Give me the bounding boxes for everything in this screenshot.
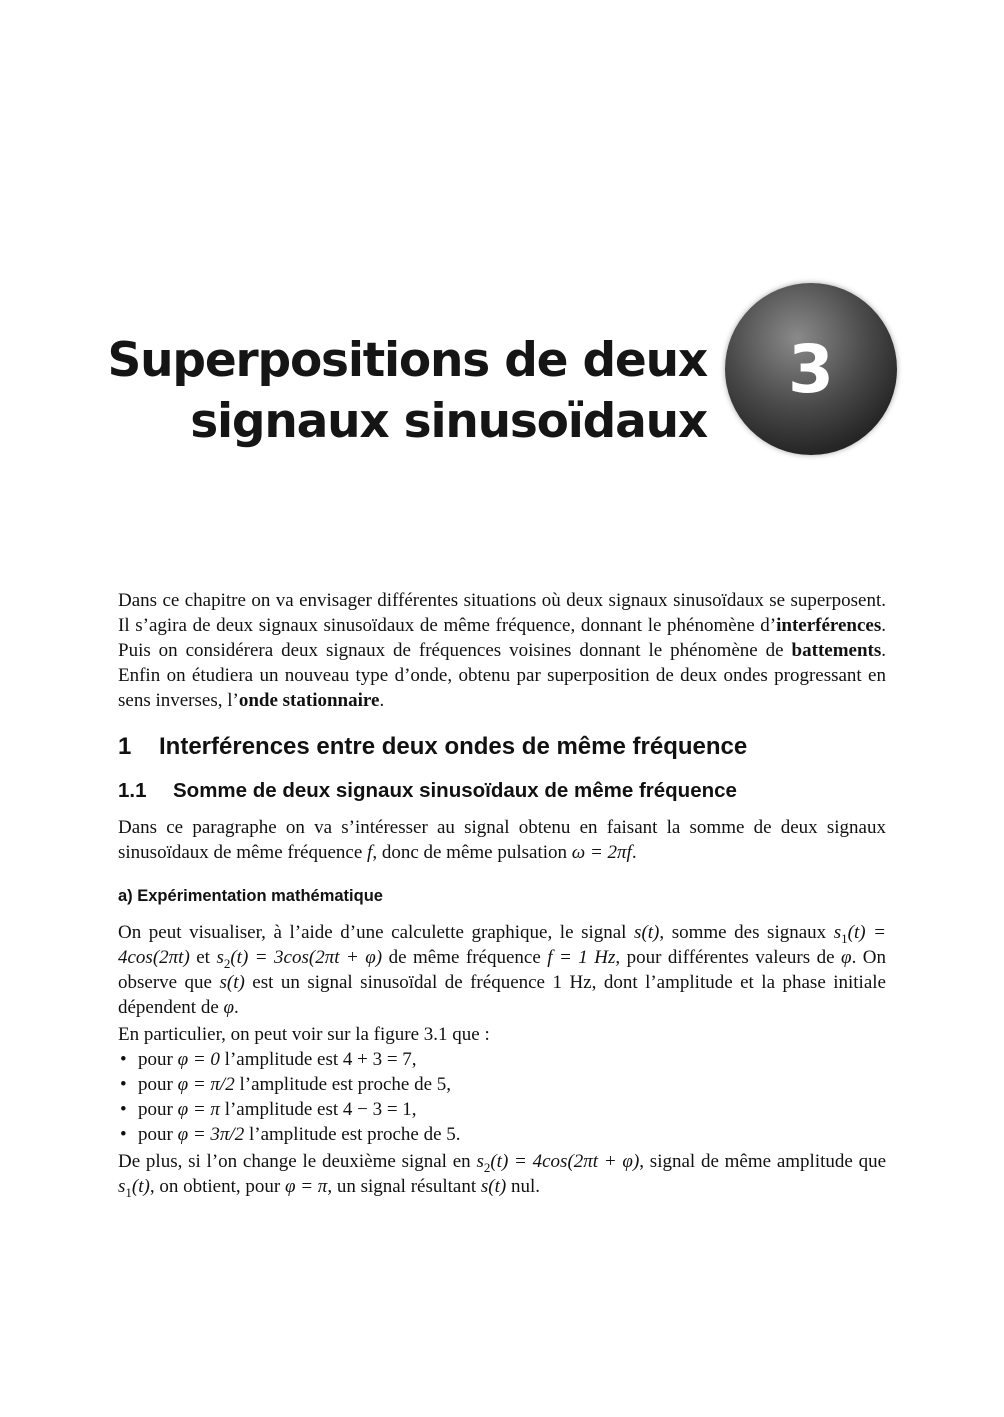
text: pour xyxy=(138,1074,178,1095)
section-1-number: 1 xyxy=(118,733,132,760)
text: De plus, si l’on change le deuxième signal en xyxy=(118,1151,477,1172)
text: , pour différentes valeurs de xyxy=(615,947,842,968)
chapter-title-line-2: signaux sinusoïdaux xyxy=(190,394,707,450)
math-phi-value: φ = 3π/2 xyxy=(177,1124,245,1145)
math-phi: φ xyxy=(841,947,852,968)
text: , on obtient, pour xyxy=(149,1176,285,1197)
text: , somme des signaux xyxy=(659,922,834,943)
text: l’amplitude est proche de 5, xyxy=(234,1074,452,1095)
text: pour xyxy=(138,1124,178,1145)
subsection-a-paragraph-2: En particulier, on peut voir sur la figure 3.1 que : xyxy=(118,1024,490,1045)
term-onde-stationnaire: onde stationnaire xyxy=(238,690,380,711)
text: pour xyxy=(138,1099,178,1120)
math-s1-expression: (t) xyxy=(131,1176,150,1197)
intro-text-1: Dans ce chapitre on va envisager différentes situations où deux signaux sinusoïdaux se superposent. Il s’agira de deux signaux sinusoïdaux de même fréquence, donnant le phénomène d’ xyxy=(118,590,886,636)
math-frequency: f = 1 Hz xyxy=(547,947,616,968)
list-item xyxy=(118,1122,886,1147)
intro-text-3: . Enfin on étudiera un nouveau type d’onde, obtenu par superposition de deux ondes progressant en sens inverses, l’ xyxy=(118,640,886,711)
subsection-a-paragraph-3 xyxy=(118,1149,886,1199)
text: . xyxy=(631,842,637,863)
term-interferences: interférences xyxy=(776,615,882,636)
amplitude-list xyxy=(118,1047,886,1147)
subsection-a-paragraph-1 xyxy=(118,920,886,1020)
text: l’amplitude est proche de 5. xyxy=(244,1124,461,1145)
section-1-1-number: 1.1 xyxy=(118,779,147,802)
math-subscript: 1 xyxy=(841,930,848,946)
chapter-number: 3 xyxy=(788,330,834,408)
math-s2-expression: (t) = 3cos(2πt + φ) xyxy=(230,947,383,968)
intro-text-2: . Puis on considérera deux signaux de fréquences voisines donnant le phénomène de xyxy=(118,615,886,661)
math-s-t: s(t) xyxy=(480,1176,507,1197)
intro-paragraph xyxy=(118,588,886,713)
list-item xyxy=(118,1072,886,1097)
subsection-a-heading: a) Expérimentation mathématique xyxy=(118,887,383,905)
math-phi-value: φ = π xyxy=(177,1099,220,1120)
section-1-title: Interférences entre deux ondes de même fréquence xyxy=(159,733,748,760)
text: est un signal sinusoïdal de fréquence 1 Hz, dont l’amplitude et la phase initiale dépendent de xyxy=(118,972,886,1018)
text: . xyxy=(234,997,239,1018)
text: l’amplitude est 4 − 3 = 1, xyxy=(219,1099,417,1120)
text: Dans ce paragraphe on va s’intéresser au signal obtenu en faisant la somme de deux signaux sinusoïdaux de même fréquence xyxy=(118,817,886,863)
math-phi-value: φ = π/2 xyxy=(177,1074,235,1095)
page-content xyxy=(118,588,886,1199)
text: , donc de même pulsation xyxy=(372,842,572,863)
section-1-1-paragraph xyxy=(118,815,886,865)
math-phi-value: φ = π xyxy=(284,1176,328,1197)
math-s-t: s(t) xyxy=(634,922,660,943)
text: nul. xyxy=(506,1176,540,1197)
math-f: f xyxy=(367,842,373,863)
intro-text-4: . xyxy=(379,690,385,711)
math-s2: s xyxy=(216,947,224,968)
chapter-title-line-1: Superpositions de deux xyxy=(107,333,707,388)
section-1-heading xyxy=(118,733,886,761)
math-s-t: s(t) xyxy=(219,972,245,993)
list-item xyxy=(118,1097,886,1122)
chapter-title xyxy=(87,330,707,452)
text: de même fréquence xyxy=(382,947,548,968)
math-s1: s xyxy=(118,1176,126,1197)
text: , un signal résultant xyxy=(327,1176,481,1197)
text: . On observe que xyxy=(118,947,887,993)
term-battements: battements xyxy=(791,640,882,661)
text: , signal de même amplitude que xyxy=(639,1151,887,1172)
math-s1: s xyxy=(833,922,842,943)
list-item xyxy=(118,1047,886,1072)
math-omega: ω = 2πf xyxy=(571,842,632,863)
math-s2: s xyxy=(476,1151,484,1172)
math-phi-value: φ = 0 xyxy=(177,1049,220,1070)
math-s2-expression: (t) = 4cos(2πt + φ) xyxy=(490,1151,640,1172)
math-s1-expression: (t) = 4cos(2πt) xyxy=(118,922,886,968)
text: pour xyxy=(138,1049,178,1070)
math-subscript: 2 xyxy=(483,1159,491,1175)
section-1-1-title: Somme de deux signaux sinusoïdaux de même fréquence xyxy=(173,779,737,802)
math-subscript: 1 xyxy=(125,1184,132,1200)
text: On peut visualiser, à l’aide d’une calculette graphique, le signal xyxy=(118,922,635,943)
section-1-1-heading xyxy=(118,779,886,803)
math-phi: φ xyxy=(223,997,235,1018)
chapter-number-badge xyxy=(725,283,897,455)
math-subscript: 2 xyxy=(223,955,231,971)
text: l’amplitude est 4 + 3 = 7, xyxy=(219,1049,417,1070)
text: et xyxy=(189,947,217,968)
